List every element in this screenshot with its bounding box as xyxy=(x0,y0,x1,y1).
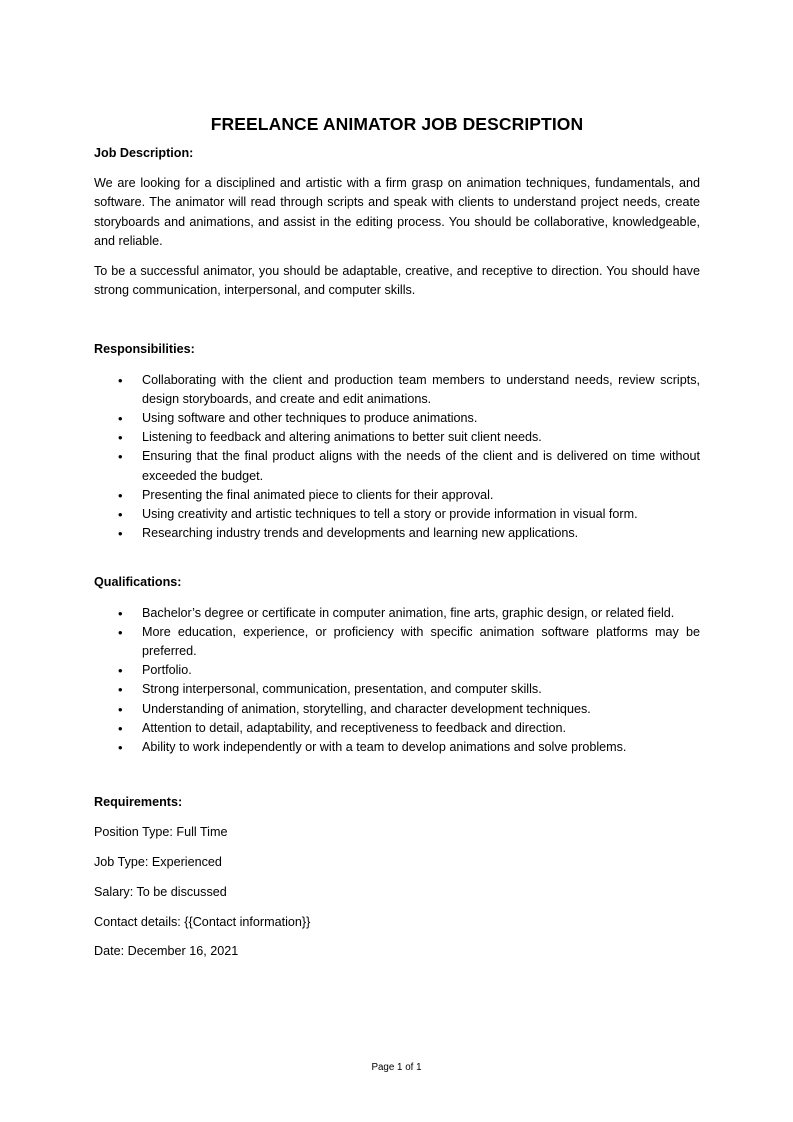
bullet-icon: • xyxy=(118,411,123,427)
qualifications-list xyxy=(94,604,700,758)
list-item: • Understanding of animation, storytelling, and character development techniques. xyxy=(94,700,700,719)
list-item: • Using software and other techniques to produce animations. xyxy=(94,409,700,428)
date: Date: December 16, 2021 xyxy=(94,944,239,959)
bullet-icon: • xyxy=(118,701,123,717)
job-description-paragraph: To be a successful animator, you should be adaptable, creative, and receptive to direction. You should have strong communication, interpersonal, and computer skills. xyxy=(94,264,700,298)
job-description-heading: Job Description: xyxy=(94,146,194,160)
list-item: • Collaborating with the client and production team members to understand needs, review scripts, design storyboards, and create and edit animations. xyxy=(118,372,700,406)
bullet-icon: • xyxy=(118,663,123,679)
responsibilities-heading: Responsibilities: xyxy=(94,342,195,357)
list-item: • More education, experience, or proficiency with specific animation software platforms may be preferred. xyxy=(118,624,700,659)
list-item: • Attention to detail, adaptability, and receptiveness to feedback and direction. xyxy=(94,719,700,738)
bullet-icon: • xyxy=(118,624,123,640)
list-item: • Researching industry trends and developments and learning new applications. xyxy=(94,524,700,543)
list-item: • Portfolio. xyxy=(94,661,700,680)
salary: Salary: To be discussed xyxy=(94,884,227,899)
list-item: • Bachelor’s degree or certificate in computer animation, fine arts, graphic design, or related field. xyxy=(94,604,700,623)
qualifications-heading: Qualifications: xyxy=(94,575,182,590)
bullet-icon: • xyxy=(118,507,123,523)
responsibilities-list xyxy=(94,371,700,544)
bullet-icon: • xyxy=(118,430,123,446)
bullet-icon: • xyxy=(118,372,123,388)
requirements-list xyxy=(94,823,700,961)
list-item: • Ensuring that the final product aligns with the needs of the client and is delivered on time without exceeded the budget. xyxy=(118,449,700,483)
bullet-icon: • xyxy=(118,682,123,698)
contact-details: Contact details: {{Contact information}} xyxy=(94,914,311,929)
bullet-icon: • xyxy=(118,605,123,621)
bullet-icon: • xyxy=(118,720,123,736)
list-item: • Presenting the final animated piece to clients for their approval. xyxy=(94,486,700,505)
bullet-icon: • xyxy=(118,740,123,756)
bullet-icon: • xyxy=(118,526,123,542)
list-item: • Strong interpersonal, communication, presentation, and computer skills. xyxy=(94,680,700,699)
list-item: • Using creativity and artistic techniques to tell a story or provide information in visual form. xyxy=(94,505,700,524)
bullet-icon: • xyxy=(118,449,123,465)
requirements-heading: Requirements: xyxy=(94,795,183,810)
document-body xyxy=(94,112,700,962)
job-type: Job Type: Experienced xyxy=(94,855,222,870)
document-title: FREELANCE ANIMATOR JOB DESCRIPTION xyxy=(210,114,584,134)
list-item: • Ability to work independently or with a team to develop animations and solve problems. xyxy=(94,738,700,757)
position-type: Position Type: Full Time xyxy=(94,825,228,840)
list-item: • Listening to feedback and altering animations to better suit client needs. xyxy=(94,428,700,447)
bullet-icon: • xyxy=(118,487,123,503)
job-description-paragraph: We are looking for a disciplined and artistic with a firm grasp on animation techniques, fundamentals, and software. The animator will read through scripts and speak with clients to understand project needs, create storyboards and animations, and assist in the editing process. You should be collaborative, knowledgeable, and reliable. xyxy=(94,176,700,248)
page-number: Page 1 of 1 xyxy=(371,1062,422,1073)
